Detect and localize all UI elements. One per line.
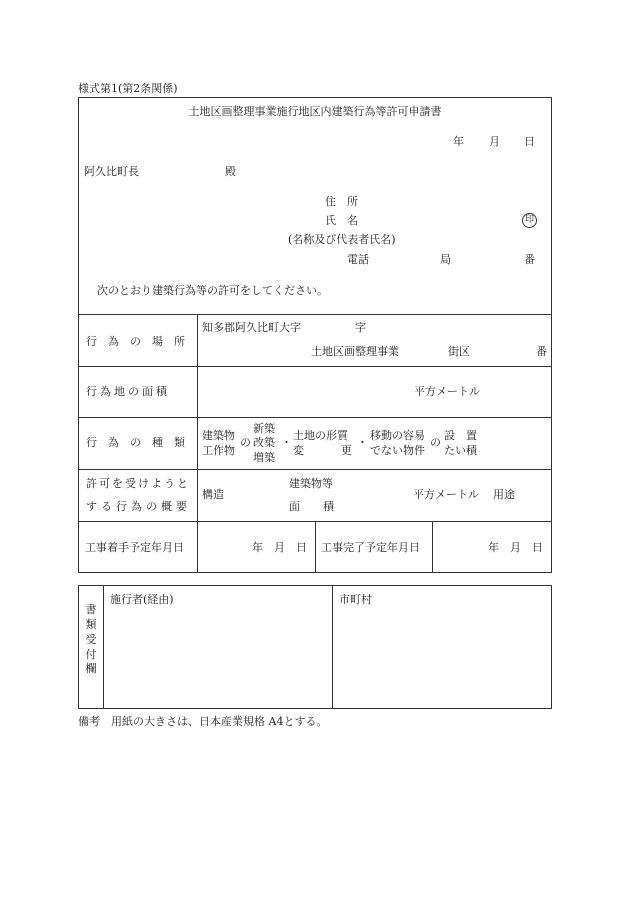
address-label: 住 所 [325, 195, 358, 208]
type-land-change-a: 変 [293, 444, 304, 457]
receipt-divider [332, 585, 333, 708]
request-text: 次のとおり建築行為等の許可をしてください。 [97, 284, 328, 297]
addressee-honorific: 殿 [225, 165, 236, 178]
type-separator: ・ [357, 436, 368, 449]
type-building: 建築物 [202, 429, 235, 442]
location-block: 街区 [448, 345, 470, 358]
date-day: 日 [524, 135, 535, 148]
location-number: 番 [536, 345, 547, 358]
end-date-value: 年 月 日 [488, 541, 543, 554]
type-install-a: 設 [444, 429, 455, 442]
receipt-executor: 施行者(経由) [110, 593, 174, 606]
receipt-divider [103, 585, 104, 708]
type-modify: 改築 [253, 436, 275, 449]
column-divider [197, 314, 198, 572]
location-town: 知多郡阿久比町大字 [202, 321, 301, 334]
summary-label-2: する行為の概要 [86, 500, 191, 513]
summary-label-1: 許可を受けようと [86, 477, 190, 490]
receipt-municipality: 市町村 [339, 593, 372, 606]
start-date-value: 年 月 日 [252, 541, 307, 554]
location-project: 土地区画整理事業 [311, 345, 399, 358]
type-install-b: 置 [466, 429, 477, 442]
type-label: 行 為 の 種 類 [86, 436, 185, 449]
seal-mark: 印 [522, 213, 537, 228]
date-year: 年 [453, 135, 464, 148]
phone-exchange: 局 [440, 253, 451, 266]
date-month: 月 [489, 135, 500, 148]
column-divider [315, 521, 316, 572]
type-land-change: 土地の形質 [293, 429, 348, 442]
row-divider [79, 417, 551, 418]
type-extend: 増築 [253, 451, 275, 464]
phone-number: 番 [524, 253, 535, 266]
addressee-name: 阿久比町長 [84, 165, 139, 178]
type-separator: ・ [281, 436, 292, 449]
type-no-2: の [430, 436, 441, 449]
form-number-label: 様式第1(第2条関係) [78, 82, 178, 95]
area-label: 行為地の面積 [86, 385, 170, 398]
receipt-label: 書類受付欄 [85, 603, 97, 676]
corp-name-note: (名称及び代表者氏名) [288, 233, 396, 246]
start-date-label: 工事着手予定年月日 [85, 541, 184, 554]
summary-building-area-b: 積 [323, 500, 334, 513]
type-goods-2: でない物件 [370, 444, 425, 457]
type-structure: 工作物 [202, 444, 235, 457]
summary-use: 用途 [493, 488, 515, 501]
phone-label: 電話 [347, 253, 369, 266]
summary-building-area-a: 面 [289, 500, 300, 513]
location-aza: 字 [355, 321, 366, 334]
column-divider [432, 521, 433, 572]
summary-building: 建築物等 [289, 477, 333, 490]
row-divider [79, 314, 551, 315]
row-divider [79, 469, 551, 470]
type-no: の [240, 436, 251, 449]
area-unit: 平方メートル [414, 385, 480, 398]
type-land-change-b: 更 [341, 444, 352, 457]
type-install-2: たい積 [444, 444, 477, 457]
end-date-label: 工事完了予定年月日 [321, 541, 420, 554]
summary-unit: 平方メートル [413, 488, 479, 501]
summary-structure: 構造 [202, 488, 224, 501]
location-label: 行 為 の 場 所 [86, 335, 185, 348]
type-new: 新築 [253, 422, 275, 435]
form-title: 土地区画整理事業施行地区内建築行為等許可申請書 [188, 105, 442, 118]
row-divider [79, 366, 551, 367]
remarks: 備考 用紙の大きさは、日本産業規格 A4とする。 [78, 715, 328, 728]
type-goods: 移動の容易 [370, 429, 425, 442]
name-label: 氏 名 [325, 214, 358, 227]
